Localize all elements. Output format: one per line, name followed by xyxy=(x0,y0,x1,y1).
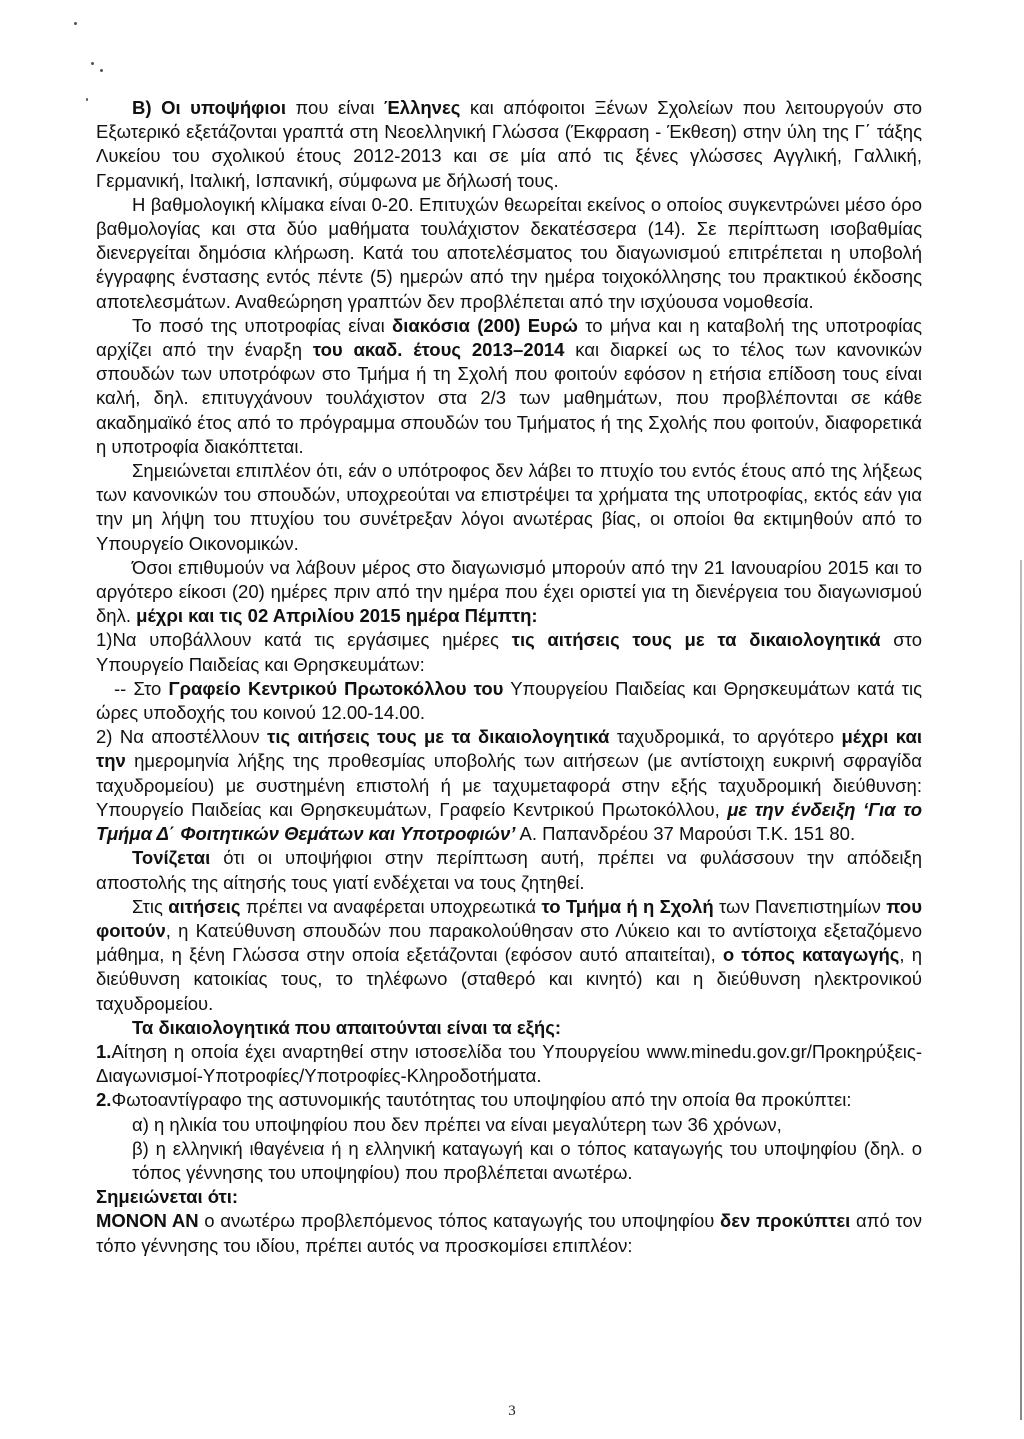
paragraph-grading-scale: Η βαθμολογική κλίμακα είναι 0-20. Επιτυχών θεωρείται εκείνος ο οποίος συγκεντρώνει μέσο όρο βαθμολογίας και στα δύο μαθήματα τουλάχιστον δεκατέσσερα (14). Σε περίπτωση ισοβαθμίας διενεργείται δημόσια κλήρωση. Κατά του αποτελέσματος του διαγωνισμού επιτρέπεται η υποβολή έγγραφης ένστασης εντός πέντε (5) ημερών από την ημέρα τοιχοκόλλησης του πρακτικού έκδοσης αποτελεσμάτων. Αναθεώρηση γραπτών δεν προβλέπεται από την ισχύουσα νομοθεσία. xyxy=(96,193,922,312)
list-subitem-age: α) η ηλικία του υποψηφίου που δεν πρέπει να είναι μεγαλύτερη των 36 χρόνων, xyxy=(132,1113,782,1135)
paragraph-repayment-note: Σημειώνεται επιπλέον ότι, εάν ο υπότροφος δεν λάβει το πτυχίο του εντός έτους από της λήξεως των κανονικών του σπουδών, υποχρεούται να επιστρέψει τα χρήματα της υποτροφίας, εκτός εάν για την μη λήψη του πτυχίου του συνέτρεξαν λόγοι ανωτέρας βίας, οι οποίοι θα εκτιμηθούν από το Υπουργείο Οικονομικών. xyxy=(96,460,922,554)
paragraph-origin-condition: ΜΟΝΟΝ ΑΝ ο ανωτέρω προβλεπόμενος τόπος καταγωγής του υποψηφίου δεν προκύπτει από τον τόπο γέννησης του ιδίου, πρέπει αυτός να προσκομίσει επιπλέον: xyxy=(96,1210,922,1256)
document-page xyxy=(96,96,922,1258)
paragraph-keep-receipt: Τονίζεται ότι οι υποψήφιοι στην περίπτωση αυτή, πρέπει να φυλάσσουν την απόδειξη αποστολής της αίτησής τους γιατί ενδέχεται να τους ζητηθεί. xyxy=(96,847,922,893)
heading-required-documents: Τα δικαιολογητικά που απαιτούνται είναι τα εξής: xyxy=(132,1016,561,1038)
heading-note: Σημειώνεται ότι: xyxy=(96,1186,239,1208)
paragraph-scholarship-amount: Το ποσό της υποτροφίας είναι διακόσια (200) Ευρώ το μήνα και η καταβολή της υποτροφίας αρχίζει από την έναρξη του ακαδ. έτους 2013–2014 και διαρκεί ως το τέλος των κανονικών σπουδών των υποτρόφων στο Τμήμα ή τη Σχολή που φοιτούν εφόσον η ετήσια επίδοση τους είναι καλή, δηλ. επιτυγχάνουν τουλάχιστον στα 2/3 των μαθημάτων, που προβλέπονται σε κάθε ακαδημαϊκό έτος από το πρόγραμμα σπουδών του Τμήματος ή της Σχολής που φοιτούν, διαφορετικά η υποτροφία διακόπτεται. xyxy=(96,314,922,457)
paragraph-application-period: Όσοι επιθυμούν να λάβουν μέρος στο διαγωνισμό μπορούν από την 21 Ιανουαρίου 2015 και το αργότερο είκοσι (20) ημέρες πριν από την ημέρα που έχει οριστεί για τη διενέργεια του διαγωνισμού δηλ. μέχρι και τις 02 Απριλίου 2015 ημέρα Πέμπτη: xyxy=(96,556,922,627)
paragraph-submit-by-post: 2) Να αποστέλλουν τις αιτήσεις τους με τα δικαιολογητικά ταχυδρομικά, το αργότερο μέχρι και την ημερομηνία λήξης της προθεσμίας υποβολής των αιτήσεων (με αντίστοιχη ευκρινή σφραγίδα ταχυδρομείου) με συστημένη επιστολή ή με ταχυμεταφορά στην εξής ταχυδρομική διεύθυνση: Υπουργείο Παιδείας και Θρησκευμάτων, Γραφείο Κεντρικού Πρωτοκόλλου, με την ένδειξη ‘Για το Τμήμα Δ΄ Φοιτητικών Θεμάτων και Υποτροφιών’ Α. Παπανδρέου 37 Μαρούσι Τ.Κ. 151 80. xyxy=(96,726,922,845)
list-item-id-copy: 2.Φωτοαντίγραφο της αστυνομικής ταυτότητας του υποψηφίου από την οποία θα προκύπτει: xyxy=(96,1089,852,1111)
list-item-application-form: 1.Αίτηση η οποία έχει αναρτηθεί στην ιστοσελίδα του Υπουργείου www.minedu.gov.gr/Προκηρύξεις-Διαγωνισμοί-Υποτροφίες/Υποτροφίες-Κληροδοτήματα. xyxy=(96,1040,922,1087)
scan-edge-shadow xyxy=(1020,560,1022,1420)
paragraph-application-contents: Στις αιτήσεις πρέπει να αναφέρεται υποχρεωτικά το Τμήμα ή η Σχολή των Πανεπιστημίων που φοιτούν, η Κατεύθυνση σπουδών που παρακολούθησαν στο Λύκειο και το αντίστοιχα εξεταζόμενο μάθημα, η ξένη Γλώσσα στην οποία εξετάζονται (εφόσον αυτό απαιτείται), ο τόπος καταγωγής, η διεύθυνση κατοικίας τους, το τηλέφωνο (σταθερό και κινητό) και η διεύθυνση ηλεκτρονικού ταχυδρομείου. xyxy=(96,895,922,1014)
paragraph-protocol-office: -- Στο Γραφείο Κεντρικού Πρωτοκόλλου του Υπουργείου Παιδείας και Θρησκευμάτων κατά τις ώρες υποδοχής του κοινού 12.00-14.00. xyxy=(96,677,922,724)
page-number: 3 xyxy=(508,1403,516,1419)
list-subitem-nationality: β) η ελληνική ιθαγένεια ή η ελληνική καταγωγή και ο τόπος καταγωγής του υποψηφίου (δηλ. ο τόπος γέννησης του υποψηφίου) που προβλέπεται ανωτέρω. xyxy=(132,1137,922,1183)
scan-speck xyxy=(74,22,77,25)
paragraph-submit-in-person: 1)Να υποβάλλουν κατά τις εργάσιμες ημέρες τις αιτήσεις τους με τα δικαιολογητικά στο Υπουργείο Παιδείας και Θρησκευμάτων: xyxy=(96,629,922,675)
scan-speck xyxy=(100,69,103,72)
paragraph-candidates-greek: Β) Οι υποψήφιοι που είναι Έλληνες και απόφοιτοι Ξένων Σχολείων που λειτουργούν στο Εξωτερικό εξετάζονται γραπτά στη Νεοελληνική Γλώσσα (Έκφραση - Έκθεση) στην ύλη της Γ΄ τάξης Λυκείου του σχολικού έτους 2012-2013 και σε μία από τις ξένες γλώσσες Αγγλική, Γαλλική, Γερμανική, Ιταλική, Ισπανική, σύμφωνα με δήλωσή τους. xyxy=(96,97,922,191)
scan-speck xyxy=(91,62,94,65)
scan-speck xyxy=(86,98,88,101)
